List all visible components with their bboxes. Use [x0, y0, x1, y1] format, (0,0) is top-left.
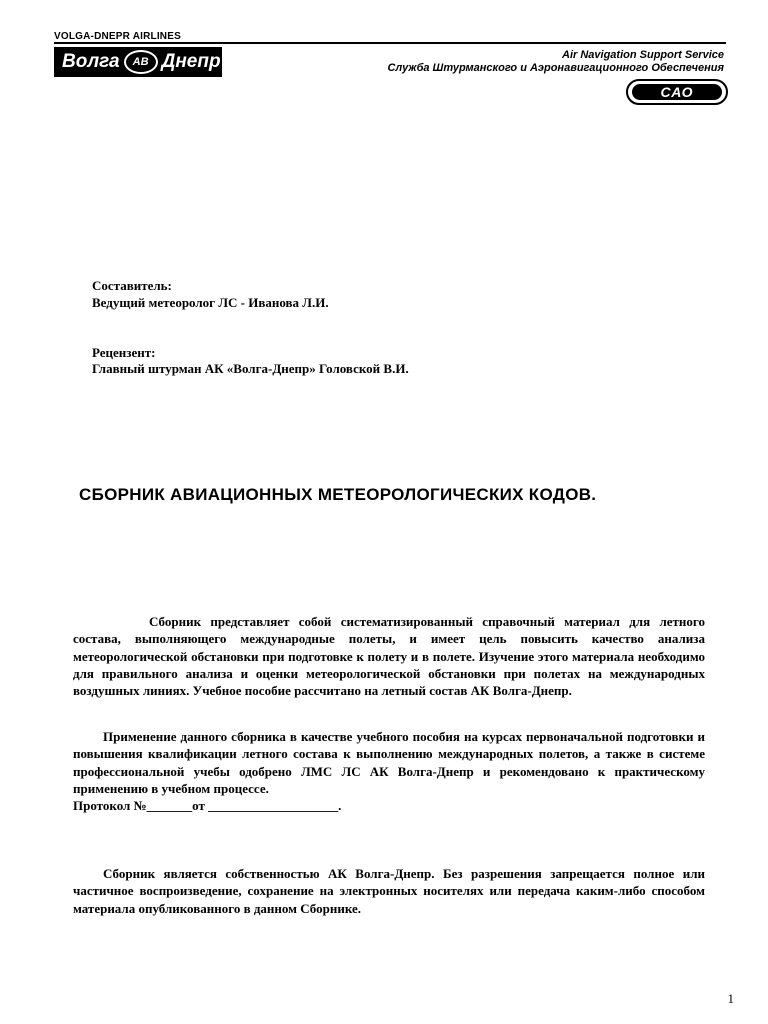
logo-emblem-icon: АВ — [124, 50, 158, 74]
intro-paragraph-block — [73, 613, 705, 699]
document-title: СБОРНИК АВИАЦИОННЫХ МЕТЕОРОЛОГИЧЕСКИХ КОДОВ. — [79, 485, 597, 504]
service-name-en: Air Navigation Support Service — [562, 49, 724, 61]
compiler-label: Составитель: — [92, 278, 172, 293]
sao-logo-text: САО — [632, 84, 722, 100]
logo-right-text: Днепр — [161, 51, 221, 72]
reviewer-name: Главный штурман АК «Волга-Днепр» Головской В.И. — [92, 361, 409, 376]
compiler-name: Ведущий метеоролог ЛС - Иванова Л.И. — [92, 295, 329, 310]
volga-dnepr-logo — [54, 47, 222, 77]
airline-name: VOLGA-DNEPR AIRLINES — [54, 31, 181, 42]
service-name-ru: Служба Штурманского и Аэронавигационного Обеспечения — [387, 62, 724, 74]
reviewer-label: Рецензент: — [92, 345, 156, 360]
approval-paragraph-block — [73, 728, 705, 814]
page-number: 1 — [727, 991, 734, 1006]
intro-paragraph: Сборник представляет собой систематизированный справочный материал для летного состава, выполняющего международные полеты, и имеет цель повысить качество анализа метеорологической обстановки при подготовке к полету и в полете. Изучение этого материала необходимо для правильного анализа и оценки метеорологической обстановки при полетах на международных воздушных линиях. Учебное пособие рассчитано на летный состав АК Волга-Днепр. — [73, 614, 705, 699]
sao-logo — [626, 79, 728, 105]
header-rule — [54, 42, 726, 44]
logo-left-text: Волга — [62, 51, 120, 72]
copyright-paragraph-block — [73, 865, 705, 917]
protocol-line: Протокол №_______от ____________________. — [73, 798, 342, 814]
copyright-paragraph: Сборник является собственностью АК Волга-Днепр. Без разрешения запрещается полное или частичное воспроизведение, сохранение на электронных носителях или передача каким-либо способом материала опубликованного в данном Сборнике. — [73, 866, 705, 916]
approval-paragraph: Применение данного сборника в качестве учебного пособия на курсах первоначальной подготовки и повышения квалификации летного состава к выполнению международных полетов, а также в системе профессиональной учебы одобрено ЛМС ЛС АК Волга-Днепр и рекомендовано к практическому применению в учебном процессе. — [73, 729, 705, 796]
